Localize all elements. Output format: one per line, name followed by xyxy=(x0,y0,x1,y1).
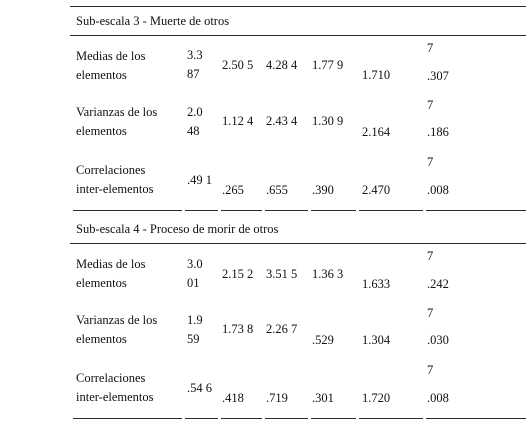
section-divider xyxy=(70,243,526,244)
cell-value: .719 xyxy=(266,391,288,405)
section-title: Sub-escala 4 - Proceso de morir de otros xyxy=(76,222,279,236)
cell-value: .008 xyxy=(427,183,449,197)
cell-value: 1.36 3 xyxy=(312,267,344,281)
row-label: Correlaciones inter-elementos xyxy=(76,163,154,196)
row-label: Varianzas de los elementos xyxy=(76,105,158,138)
cell-value: .54 6 xyxy=(187,381,212,395)
cell-value: 1.73 8 xyxy=(222,322,254,336)
cell-value: 1.633 xyxy=(362,277,391,291)
cell-value: 3.51 5 xyxy=(266,267,298,281)
cell-value: .301 xyxy=(312,391,334,405)
cell-value: .655 xyxy=(266,183,288,197)
cell-value: .242 xyxy=(427,277,449,291)
cell-value: 2.0 xyxy=(187,105,203,119)
cell-value: 01 xyxy=(187,276,200,290)
cell-value: 87 xyxy=(187,67,200,81)
cell-value: 2.15 2 xyxy=(222,267,254,281)
cell-value: 7 xyxy=(427,363,434,377)
cell-value: 4.28 4 xyxy=(266,58,298,72)
cell-value: 1.12 4 xyxy=(222,114,254,128)
cell-value: .307 xyxy=(427,69,449,83)
cell-value: .529 xyxy=(312,333,334,347)
cell-value: 2.26 7 xyxy=(266,322,298,336)
cell-value: 1.9 xyxy=(187,313,203,327)
cell-value: 3.0 xyxy=(187,257,203,271)
row-label: Medias de los elementos xyxy=(76,49,146,82)
cell-value: .186 xyxy=(427,125,449,139)
row-label: Varianzas de los elementos xyxy=(76,313,158,346)
cell-value: 1.77 9 xyxy=(312,58,344,72)
cell-value: .49 1 xyxy=(187,173,212,187)
cell-value: 1.304 xyxy=(362,333,391,347)
cell-value: 1.30 9 xyxy=(312,114,344,128)
cell-value: 7 xyxy=(427,306,434,320)
cell-value: 3.3 xyxy=(187,48,203,62)
cell-value: 48 xyxy=(187,124,200,138)
section-divider xyxy=(70,35,526,36)
cell-value: 7 xyxy=(427,98,434,112)
cell-value: 7 xyxy=(427,155,434,169)
cell-value: 2.43 4 xyxy=(266,114,298,128)
row-label: Correlaciones inter-elementos xyxy=(76,371,154,404)
cell-value: .030 xyxy=(427,333,449,347)
table-top-rule xyxy=(70,6,526,7)
cell-value: 2.50 5 xyxy=(222,58,254,72)
cell-value: .390 xyxy=(312,183,334,197)
cell-value: 59 xyxy=(187,332,200,346)
cell-value: 1.710 xyxy=(362,68,391,82)
cell-value: 2.164 xyxy=(362,125,391,139)
cell-value: 7 xyxy=(427,249,434,263)
cell-value: 2.470 xyxy=(362,183,391,197)
cell-value: .418 xyxy=(222,391,244,405)
cell-value: 1.720 xyxy=(362,391,391,405)
row-label: Medias de los elementos xyxy=(76,257,146,290)
cell-value: 7 xyxy=(427,41,434,55)
cell-value: .265 xyxy=(222,183,244,197)
cell-value: .008 xyxy=(427,391,449,405)
section-title: Sub-escala 3 - Muerte de otros xyxy=(76,14,230,28)
